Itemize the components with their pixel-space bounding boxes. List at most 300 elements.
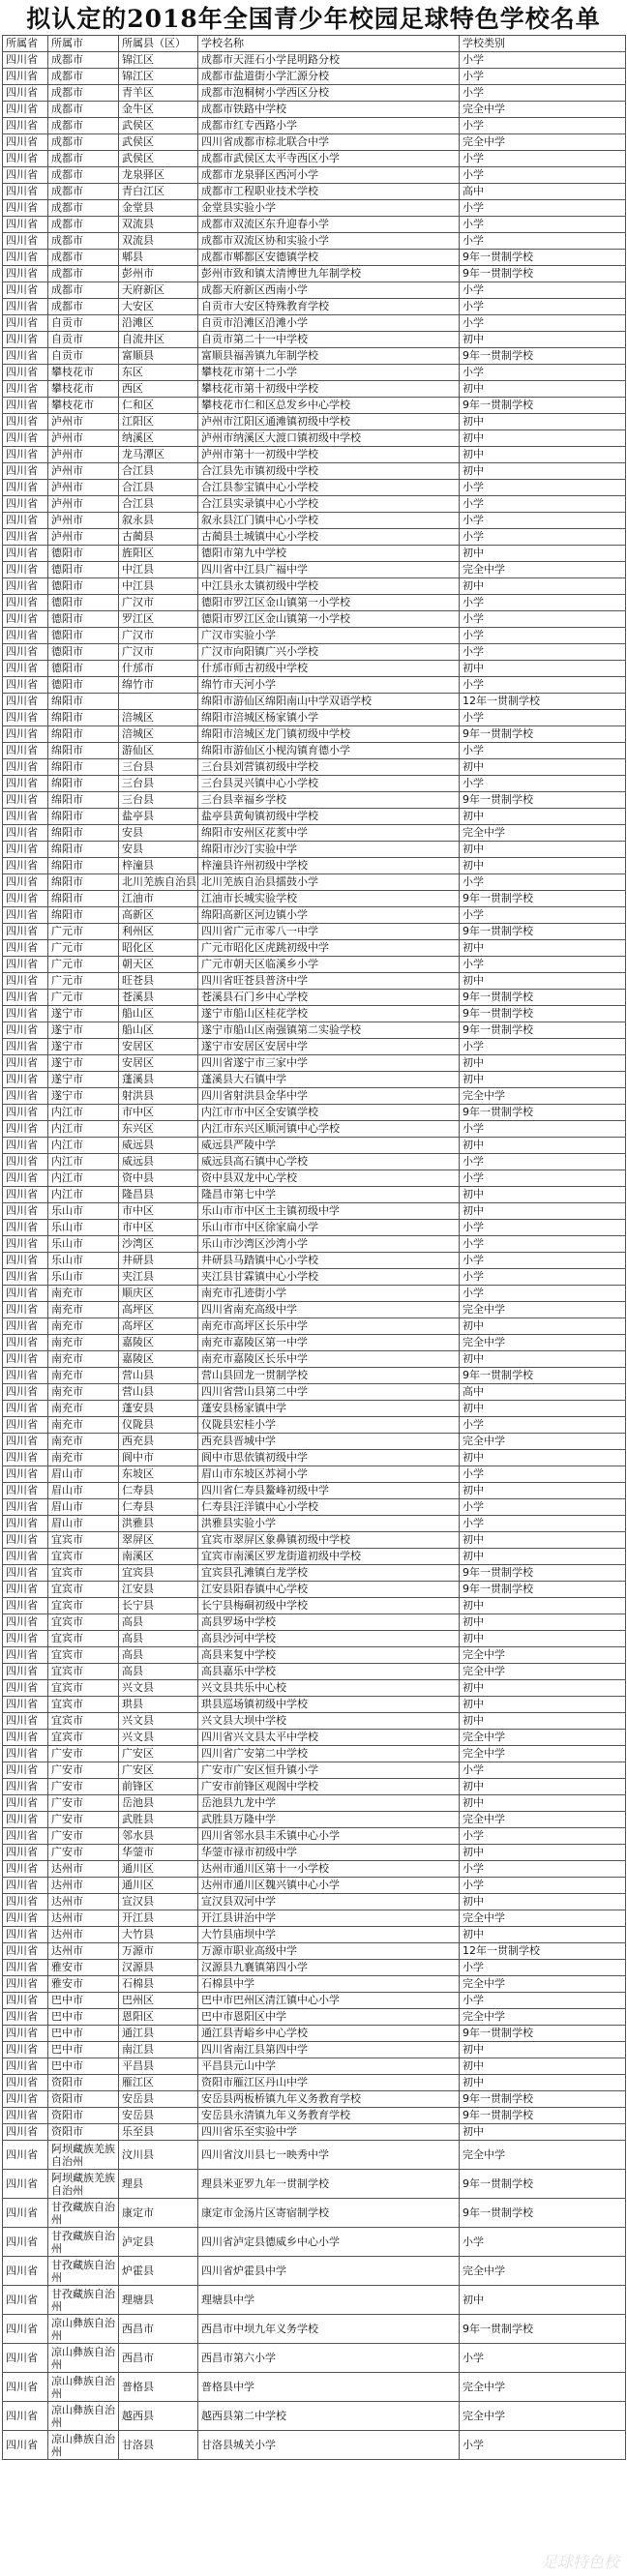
cell-city: 巴中市 bbox=[48, 2058, 119, 2075]
table-row bbox=[3, 759, 626, 776]
cell-school-name: 南充市高坪区长乐中学 bbox=[198, 1318, 460, 1335]
cell-school-type: 小学 bbox=[460, 1154, 626, 1170]
cell-city: 绵阳市 bbox=[48, 743, 119, 759]
cell-county: 广安区 bbox=[119, 1746, 198, 1762]
cell-city: 达州市 bbox=[48, 1910, 119, 1927]
cell-county: 彭州市 bbox=[119, 266, 198, 282]
cell-city: 德阳市 bbox=[48, 578, 119, 595]
header-province: 所属省 bbox=[3, 36, 48, 52]
cell-county: 理县 bbox=[119, 2170, 198, 2199]
table-row bbox=[3, 151, 626, 167]
cell-county: 威远县 bbox=[119, 1154, 198, 1170]
cell-school-name: 南充市嘉陵区第一中学 bbox=[198, 1335, 460, 1351]
cell-city: 巴中市 bbox=[48, 2042, 119, 2058]
table-row bbox=[3, 661, 626, 677]
cell-county: 天府新区 bbox=[119, 282, 198, 299]
cell-city: 绵阳市 bbox=[48, 759, 119, 776]
cell-city: 成都市 bbox=[48, 250, 119, 266]
cell-school-type: 初中 bbox=[460, 430, 626, 447]
cell-school-name: 绵阳市安州区花荄中学 bbox=[198, 825, 460, 842]
cell-school-type: 小学 bbox=[460, 1960, 626, 1976]
cell-school-name: 彭州市致和镇太清博世九年制学校 bbox=[198, 266, 460, 282]
cell-city: 广安市 bbox=[48, 1779, 119, 1795]
cell-province: 四川省 bbox=[3, 611, 48, 628]
cell-city: 遂宁市 bbox=[48, 1006, 119, 1022]
cell-school-name: 西充县晋城中学 bbox=[198, 1434, 460, 1450]
cell-school-name: 自贡市沿滩区沿滩小学 bbox=[198, 315, 460, 332]
cell-county: 乐至县 bbox=[119, 2124, 198, 2141]
cell-province: 四川省 bbox=[3, 2026, 48, 2042]
table-row bbox=[3, 1483, 626, 1499]
cell-province: 四川省 bbox=[3, 447, 48, 463]
cell-school-type: 9年一贯制学校 bbox=[460, 1565, 626, 1582]
cell-school-type: 初中 bbox=[460, 809, 626, 825]
cell-city: 达州市 bbox=[48, 1894, 119, 1910]
cell-city: 绵阳市 bbox=[48, 694, 119, 710]
cell-province: 四川省 bbox=[3, 546, 48, 562]
cell-school-type: 完全中学 bbox=[460, 1088, 626, 1105]
cell-school-name: 内江市市中区全安镇学校 bbox=[198, 1105, 460, 1121]
cell-city: 绵阳市 bbox=[48, 907, 119, 924]
cell-school-type: 小学 bbox=[460, 1269, 626, 1286]
table-row bbox=[3, 1055, 626, 1072]
cell-city: 泸州市 bbox=[48, 529, 119, 546]
cell-city: 南充市 bbox=[48, 1417, 119, 1434]
table-row bbox=[3, 1368, 626, 1384]
cell-school-type: 初中 bbox=[460, 842, 626, 858]
cell-school-type: 小学 bbox=[460, 907, 626, 924]
table-row bbox=[3, 348, 626, 365]
cell-school-name: 成都市武侯区太平寺西区小学 bbox=[198, 151, 460, 167]
cell-school-name: 四川省广元市零八一中学 bbox=[198, 924, 460, 940]
cell-city: 内江市 bbox=[48, 1187, 119, 1203]
cell-school-type: 9年一贯制学校 bbox=[460, 348, 626, 365]
cell-city: 宜宾市 bbox=[48, 1614, 119, 1631]
cell-city: 宜宾市 bbox=[48, 1549, 119, 1565]
cell-school-name: 隆昌市第七中学 bbox=[198, 1187, 460, 1203]
table-row bbox=[3, 513, 626, 529]
cell-school-name: 理塘县中学 bbox=[198, 2286, 460, 2315]
table-row bbox=[3, 1960, 626, 1976]
cell-city: 德阳市 bbox=[48, 644, 119, 661]
cell-province: 四川省 bbox=[3, 776, 48, 792]
cell-school-type: 小学 bbox=[460, 365, 626, 381]
cell-province: 四川省 bbox=[3, 1351, 48, 1368]
cell-school-type: 高中 bbox=[460, 1384, 626, 1401]
cell-province: 四川省 bbox=[3, 1022, 48, 1039]
cell-province: 四川省 bbox=[3, 1845, 48, 1861]
cell-city: 内江市 bbox=[48, 1105, 119, 1121]
table-row bbox=[3, 2228, 626, 2257]
cell-province: 四川省 bbox=[3, 266, 48, 282]
cell-school-type: 初中 bbox=[460, 1532, 626, 1549]
table-row bbox=[3, 1401, 626, 1417]
cell-city: 甘孜藏族自治州 bbox=[48, 2257, 119, 2286]
table-row bbox=[3, 398, 626, 414]
cell-school-type: 9年一贯制学校 bbox=[460, 891, 626, 907]
cell-school-name: 绵阳市游仙区小枧沟镇育德小学 bbox=[198, 743, 460, 759]
table-row bbox=[3, 1187, 626, 1203]
cell-county: 涪城区 bbox=[119, 726, 198, 743]
cell-city: 成都市 bbox=[48, 184, 119, 200]
cell-county: 安岳县 bbox=[119, 2108, 198, 2124]
cell-school-name: 开江县讲治中学 bbox=[198, 1910, 460, 1927]
cell-school-type: 完全中学 bbox=[460, 2402, 626, 2431]
cell-county: 高坪区 bbox=[119, 1302, 198, 1318]
cell-school-name: 四川省射洪县金华中学 bbox=[198, 1088, 460, 1105]
table-row bbox=[3, 825, 626, 842]
table-row bbox=[3, 480, 626, 496]
cell-school-name: 四川省中江县广福中学 bbox=[198, 562, 460, 578]
table-row bbox=[3, 463, 626, 480]
header-row bbox=[3, 36, 626, 52]
cell-county: 广汉市 bbox=[119, 595, 198, 611]
cell-province: 四川省 bbox=[3, 2042, 48, 2058]
cell-city: 乐山市 bbox=[48, 1220, 119, 1236]
cell-county: 阆中市 bbox=[119, 1450, 198, 1466]
cell-school-type: 小学 bbox=[460, 496, 626, 513]
cell-school-type: 9年一贯制学校 bbox=[460, 1582, 626, 1598]
cell-county: 罗江区 bbox=[119, 611, 198, 628]
cell-school-type: 小学 bbox=[460, 52, 626, 69]
cell-city: 乐山市 bbox=[48, 1269, 119, 1286]
cell-city: 巴中市 bbox=[48, 1993, 119, 2009]
cell-school-type: 完全中学 bbox=[460, 102, 626, 118]
cell-province: 四川省 bbox=[3, 184, 48, 200]
cell-school-name: 内江市东兴区顺河镇中心学校 bbox=[198, 1121, 460, 1138]
table-row bbox=[3, 1910, 626, 1927]
table-row bbox=[3, 332, 626, 348]
cell-province: 四川省 bbox=[3, 365, 48, 381]
cell-county: 高县 bbox=[119, 1647, 198, 1664]
cell-school-name: 遂宁市安居区安居中学 bbox=[198, 1039, 460, 1055]
cell-school-type: 初中 bbox=[460, 1713, 626, 1730]
cell-city: 成都市 bbox=[48, 134, 119, 151]
cell-city: 广元市 bbox=[48, 990, 119, 1006]
cell-school-name: 合江县实录镇中心小学校 bbox=[198, 496, 460, 513]
cell-province: 四川省 bbox=[3, 250, 48, 266]
table-row bbox=[3, 1138, 626, 1154]
cell-county: 高坪区 bbox=[119, 1318, 198, 1335]
table-row bbox=[3, 891, 626, 907]
cell-school-name: 成都市郫都区安德镇学校 bbox=[198, 250, 460, 266]
cell-school-type: 完全中学 bbox=[460, 134, 626, 151]
cell-province: 四川省 bbox=[3, 52, 48, 69]
cell-county: 嘉陵区 bbox=[119, 1351, 198, 1368]
cell-province: 四川省 bbox=[3, 792, 48, 809]
cell-province: 四川省 bbox=[3, 1088, 48, 1105]
cell-county: 双流县 bbox=[119, 217, 198, 233]
cell-province: 四川省 bbox=[3, 1532, 48, 1549]
cell-school-type: 小学 bbox=[460, 1121, 626, 1138]
cell-province: 四川省 bbox=[3, 282, 48, 299]
cell-county: 朝天区 bbox=[119, 957, 198, 973]
table-row bbox=[3, 1598, 626, 1614]
cell-school-name: 德阳市第九中学校 bbox=[198, 546, 460, 562]
cell-province: 四川省 bbox=[3, 1779, 48, 1795]
cell-school-name: 四川省成都市棕北联合中学 bbox=[198, 134, 460, 151]
table-row bbox=[3, 2108, 626, 2124]
cell-province: 四川省 bbox=[3, 167, 48, 184]
cell-school-type: 完全中学 bbox=[460, 2373, 626, 2402]
cell-city: 遂宁市 bbox=[48, 1088, 119, 1105]
table-row bbox=[3, 69, 626, 85]
cell-province: 四川省 bbox=[3, 1713, 48, 1730]
table-row bbox=[3, 874, 626, 891]
cell-province: 四川省 bbox=[3, 1664, 48, 1680]
cell-county: 绵竹市 bbox=[119, 677, 198, 694]
cell-school-type: 小学 bbox=[460, 217, 626, 233]
cell-city: 南充市 bbox=[48, 1335, 119, 1351]
cell-province: 四川省 bbox=[3, 529, 48, 546]
cell-school-type: 小学 bbox=[460, 743, 626, 759]
cell-school-name: 高县沙河中学校 bbox=[198, 1631, 460, 1647]
cell-province: 四川省 bbox=[3, 1384, 48, 1401]
table-row bbox=[3, 1335, 626, 1351]
cell-city: 南充市 bbox=[48, 1351, 119, 1368]
cell-county: 长宁县 bbox=[119, 1598, 198, 1614]
cell-school-name: 自贡市大安区特殊教育学校 bbox=[198, 299, 460, 315]
cell-school-name: 成都市铁路中学校 bbox=[198, 102, 460, 118]
cell-city: 广安市 bbox=[48, 1845, 119, 1861]
table-row bbox=[3, 1697, 626, 1713]
cell-province: 四川省 bbox=[3, 2075, 48, 2091]
table-row bbox=[3, 2141, 626, 2170]
cell-school-type: 完全中学 bbox=[460, 2257, 626, 2286]
cell-school-type: 小学 bbox=[460, 1499, 626, 1516]
cell-province: 四川省 bbox=[3, 2315, 48, 2344]
cell-school-type: 高中 bbox=[460, 184, 626, 200]
cell-school-name: 遂宁市船山区桂花学校 bbox=[198, 1006, 460, 1022]
cell-province: 四川省 bbox=[3, 726, 48, 743]
cell-school-type: 完全中学 bbox=[460, 1335, 626, 1351]
table-row bbox=[3, 644, 626, 661]
cell-school-type: 初中 bbox=[460, 332, 626, 348]
cell-school-type: 小学 bbox=[460, 1236, 626, 1253]
cell-province: 四川省 bbox=[3, 1450, 48, 1466]
cell-county: 龙泉驿区 bbox=[119, 167, 198, 184]
table-row bbox=[3, 726, 626, 743]
cell-city: 广安市 bbox=[48, 1746, 119, 1762]
cell-school-name: 夹江县甘霖镇中心小学校 bbox=[198, 1269, 460, 1286]
cell-city: 遂宁市 bbox=[48, 1055, 119, 1072]
cell-school-name: 洪雅县实验小学 bbox=[198, 1516, 460, 1532]
cell-county: 西昌市 bbox=[119, 2344, 198, 2373]
cell-province: 四川省 bbox=[3, 151, 48, 167]
cell-city: 绵阳市 bbox=[48, 809, 119, 825]
cell-city: 德阳市 bbox=[48, 661, 119, 677]
cell-city: 广元市 bbox=[48, 957, 119, 973]
table-row bbox=[3, 940, 626, 957]
table-row bbox=[3, 1828, 626, 1845]
cell-county: 富顺县 bbox=[119, 348, 198, 365]
cell-county: 宣汉县 bbox=[119, 1894, 198, 1910]
cell-school-type: 初中 bbox=[460, 1187, 626, 1203]
header-county: 所属县（区） bbox=[119, 36, 198, 52]
cell-county: 威远县 bbox=[119, 1138, 198, 1154]
cell-county: 平昌县 bbox=[119, 2058, 198, 2075]
cell-school-name: 攀枝花市第十初级中学校 bbox=[198, 381, 460, 398]
cell-school-name: 安岳县永清镇九年义务教育学校 bbox=[198, 2108, 460, 2124]
cell-province: 四川省 bbox=[3, 1253, 48, 1269]
table-row bbox=[3, 2286, 626, 2315]
cell-city: 内江市 bbox=[48, 1138, 119, 1154]
cell-city: 宜宾市 bbox=[48, 1664, 119, 1680]
cell-school-name: 西昌市中坝九年义务学校 bbox=[198, 2315, 460, 2344]
cell-city: 达州市 bbox=[48, 1861, 119, 1878]
cell-school-type: 小学 bbox=[460, 233, 626, 250]
cell-school-name: 绵阳市涪城区杨家镇小学 bbox=[198, 710, 460, 726]
cell-school-type: 小学 bbox=[460, 1993, 626, 2009]
cell-county: 洪雅县 bbox=[119, 1516, 198, 1532]
table-row bbox=[3, 1532, 626, 1549]
cell-school-type: 初中 bbox=[460, 2124, 626, 2141]
cell-province: 四川省 bbox=[3, 2108, 48, 2124]
table-row bbox=[3, 1466, 626, 1483]
cell-school-type: 完全中学 bbox=[460, 825, 626, 842]
cell-school-type: 9年一贯制学校 bbox=[460, 1105, 626, 1121]
cell-city: 宜宾市 bbox=[48, 1713, 119, 1730]
cell-school-name: 成都市双流区协和实验小学 bbox=[198, 233, 460, 250]
cell-city: 宜宾市 bbox=[48, 1647, 119, 1664]
cell-county: 通江县 bbox=[119, 2026, 198, 2042]
cell-city: 攀枝花市 bbox=[48, 398, 119, 414]
header-city: 所属市 bbox=[48, 36, 119, 52]
cell-school-type: 12年一贯制学校 bbox=[460, 694, 626, 710]
cell-county: 武胜县 bbox=[119, 1812, 198, 1828]
table-row bbox=[3, 562, 626, 578]
cell-school-type: 初中 bbox=[460, 1697, 626, 1713]
cell-school-name: 巴中市巴州区清江镇中心小学 bbox=[198, 1993, 460, 2009]
cell-province: 四川省 bbox=[3, 694, 48, 710]
cell-province: 四川省 bbox=[3, 332, 48, 348]
cell-province: 四川省 bbox=[3, 1466, 48, 1483]
cell-county: 仁寿县 bbox=[119, 1499, 198, 1516]
table-row bbox=[3, 1302, 626, 1318]
cell-school-type: 初中 bbox=[460, 1483, 626, 1499]
table-row bbox=[3, 2344, 626, 2373]
cell-school-name: 普格县中学 bbox=[198, 2373, 460, 2402]
cell-school-name: 康定市金汤片区寄宿制学校 bbox=[198, 2199, 460, 2228]
cell-school-name: 攀枝花市第十二小学 bbox=[198, 365, 460, 381]
cell-province: 四川省 bbox=[3, 2058, 48, 2075]
cell-school-type: 9年一贯制学校 bbox=[460, 1006, 626, 1022]
cell-province: 四川省 bbox=[3, 578, 48, 595]
cell-school-name: 平昌县元山中学 bbox=[198, 2058, 460, 2075]
cell-school-name: 成都市双流区东升迎春小学 bbox=[198, 217, 460, 233]
cell-county: 盐亭县 bbox=[119, 809, 198, 825]
table-row bbox=[3, 1220, 626, 1236]
cell-school-type: 初中 bbox=[460, 546, 626, 562]
cell-school-type: 小学 bbox=[460, 529, 626, 546]
cell-province: 四川省 bbox=[3, 1697, 48, 1713]
cell-county: 船山区 bbox=[119, 1022, 198, 1039]
cell-school-name: 江安县阳春镇中心学校 bbox=[198, 1582, 460, 1598]
cell-province: 四川省 bbox=[3, 102, 48, 118]
table-row bbox=[3, 1516, 626, 1532]
cell-county: 江油市 bbox=[119, 891, 198, 907]
cell-province: 四川省 bbox=[3, 1647, 48, 1664]
cell-school-type: 完全中学 bbox=[460, 1302, 626, 1318]
cell-province: 四川省 bbox=[3, 233, 48, 250]
cell-city: 成都市 bbox=[48, 167, 119, 184]
cell-school-name: 德阳市罗江区金山镇第一小学校 bbox=[198, 595, 460, 611]
cell-province: 四川省 bbox=[3, 315, 48, 332]
table-row bbox=[3, 957, 626, 973]
cell-city: 自贡市 bbox=[48, 348, 119, 365]
cell-province: 四川省 bbox=[3, 496, 48, 513]
table-row bbox=[3, 134, 626, 151]
table-row bbox=[3, 250, 626, 266]
cell-school-name: 自贡市第二十一中学校 bbox=[198, 332, 460, 348]
table-row bbox=[3, 809, 626, 825]
table-row bbox=[3, 1286, 626, 1302]
cell-city: 广安市 bbox=[48, 1828, 119, 1845]
table-row bbox=[3, 167, 626, 184]
cell-county: 嘉陵区 bbox=[119, 1335, 198, 1351]
table-row bbox=[3, 2170, 626, 2199]
cell-school-name: 叙永县江门镇中心小学校 bbox=[198, 513, 460, 529]
cell-school-type: 完全中学 bbox=[460, 1910, 626, 1927]
cell-county: 蓬溪县 bbox=[119, 1072, 198, 1088]
cell-province: 四川省 bbox=[3, 1335, 48, 1351]
cell-county: 沙湾区 bbox=[119, 1236, 198, 1253]
cell-province: 四川省 bbox=[3, 2199, 48, 2228]
cell-city: 攀枝花市 bbox=[48, 381, 119, 398]
cell-province: 四川省 bbox=[3, 1894, 48, 1910]
cell-province: 四川省 bbox=[3, 2286, 48, 2315]
cell-school-type: 初中 bbox=[460, 1072, 626, 1088]
cell-school-type: 小学 bbox=[460, 1861, 626, 1878]
cell-county: 武侯区 bbox=[119, 151, 198, 167]
cell-school-name: 绵阳高新区河边镇小学 bbox=[198, 907, 460, 924]
cell-school-name: 蓬溪县大石镇中学 bbox=[198, 1072, 460, 1088]
cell-school-name: 宜宾县孔滩镇白龙学校 bbox=[198, 1565, 460, 1582]
cell-city: 成都市 bbox=[48, 85, 119, 102]
cell-school-type: 初中 bbox=[460, 858, 626, 874]
table-row bbox=[3, 1236, 626, 1253]
cell-province: 四川省 bbox=[3, 710, 48, 726]
cell-city: 宜宾市 bbox=[48, 1598, 119, 1614]
cell-county: 东区 bbox=[119, 365, 198, 381]
cell-city: 自贡市 bbox=[48, 332, 119, 348]
table-row bbox=[3, 694, 626, 710]
table-row bbox=[3, 2315, 626, 2344]
cell-school-type: 小学 bbox=[460, 2228, 626, 2257]
cell-city: 达州市 bbox=[48, 1878, 119, 1894]
cell-city: 广安市 bbox=[48, 1795, 119, 1812]
cell-school-name: 华蓥市禄市初级中学 bbox=[198, 1845, 460, 1861]
cell-school-type: 小学 bbox=[460, 69, 626, 85]
cell-county: 郫县 bbox=[119, 250, 198, 266]
cell-city: 眉山市 bbox=[48, 1516, 119, 1532]
table-row bbox=[3, 595, 626, 611]
cell-school-name: 南充市孔迹街小学 bbox=[198, 1286, 460, 1302]
table-row bbox=[3, 52, 626, 69]
cell-school-name: 北川羌族自治县擂鼓小学 bbox=[198, 874, 460, 891]
cell-city: 泸州市 bbox=[48, 414, 119, 430]
cell-school-name: 合江县参宝镇中心小学校 bbox=[198, 480, 460, 496]
cell-school-type: 9年一贯制学校 bbox=[460, 726, 626, 743]
table-row bbox=[3, 1022, 626, 1039]
cell-school-type: 初中 bbox=[460, 940, 626, 957]
cell-county: 沿滩区 bbox=[119, 315, 198, 332]
cell-county: 理塘县 bbox=[119, 2286, 198, 2315]
table-row bbox=[3, 1088, 626, 1105]
cell-city: 遂宁市 bbox=[48, 1022, 119, 1039]
cell-city: 成都市 bbox=[48, 282, 119, 299]
cell-county: 仁寿县 bbox=[119, 1483, 198, 1499]
